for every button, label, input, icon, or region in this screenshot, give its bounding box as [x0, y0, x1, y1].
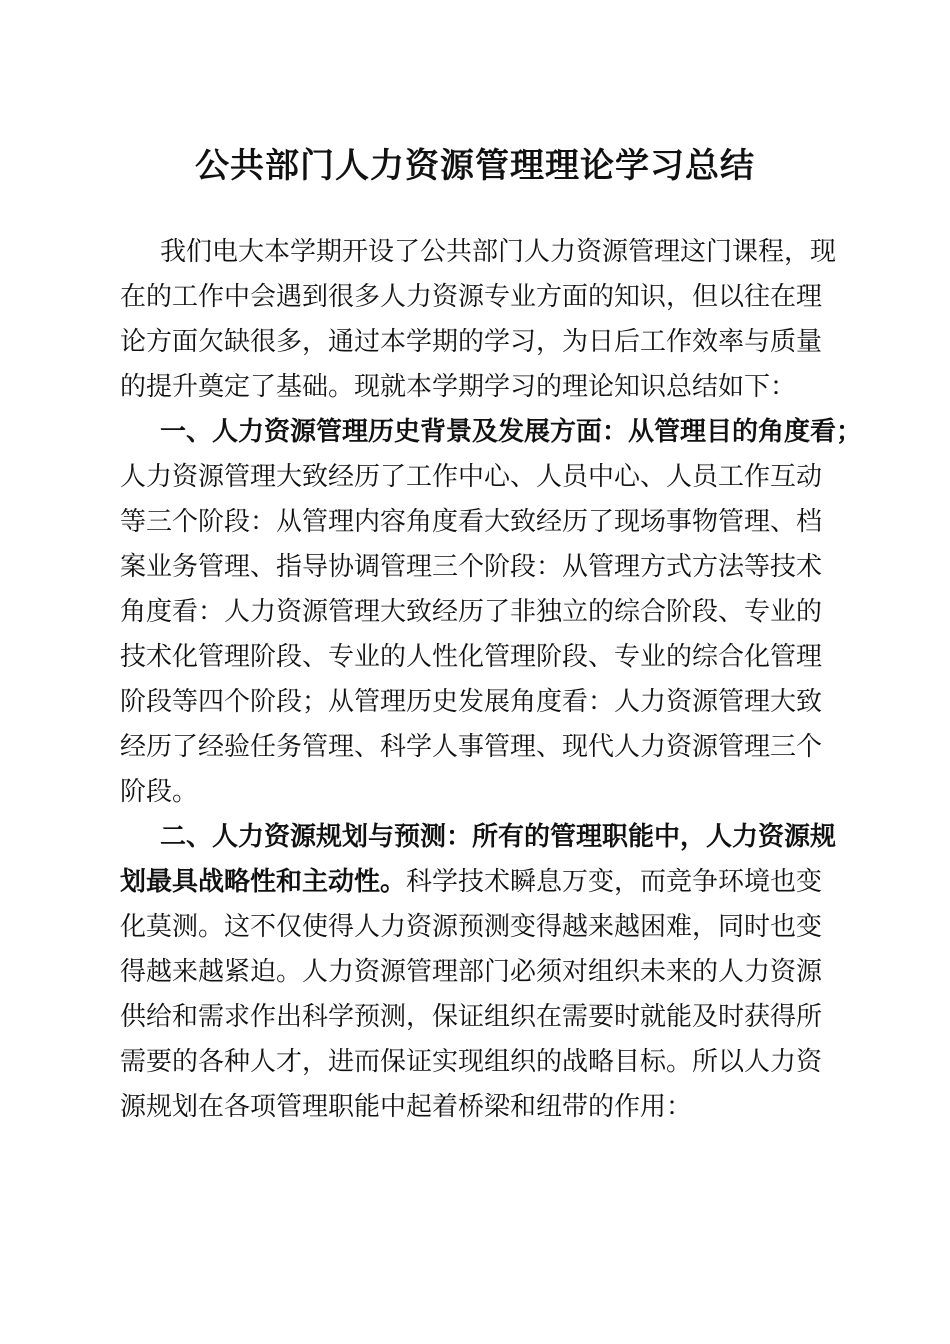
text-line: 角度看：人力资源管理大致经历了非独立的综合阶段、专业的	[120, 597, 823, 627]
text-line: 论方面欠缺很多，通过本学期的学习，为日后工作效率与质量	[120, 327, 823, 357]
document-body	[120, 230, 863, 1130]
text-line: 化莫测。这不仅使得人力资源预测变得越来越困难，同时也变	[120, 912, 823, 942]
section-heading-2-cont: 划最具战略性和主动性。	[120, 867, 407, 897]
text-line: 在的工作中会遇到很多人力资源专业方面的知识，但以往在理	[120, 282, 823, 312]
text-line: 我们电大本学期开设了公共部门人力资源管理这门课程，现	[160, 237, 837, 267]
text-line: 案业务管理、指导协调管理三个阶段：从管理方式方法等技术	[120, 552, 823, 582]
section-heading-2: 二、人力资源规划与预测：所有的管理职能中，人力资源规	[160, 822, 837, 852]
text-line: 阶段。	[120, 777, 199, 807]
document-title: 公共部门人力资源管理理论学习总结	[195, 146, 755, 186]
text-line: 人力资源管理大致经历了工作中心、人员中心、人员工作互动	[120, 462, 823, 492]
section-heading-1: 一、人力资源管理历史背景及发展方面：从管理目的角度看；	[160, 417, 863, 447]
text-line-mixed	[120, 860, 822, 905]
text-line: 经历了经验任务管理、科学人事管理、现代人力资源管理三个	[120, 732, 823, 762]
text-segment: 科学技术瞬息万变，而竞争环境也变	[406, 867, 823, 897]
text-line: 阶段等四个阶段；从管理历史发展角度看：人力资源管理大致	[120, 687, 823, 717]
text-line: 的提升奠定了基础。现就本学期学习的理论知识总结如下：	[120, 372, 797, 402]
text-line: 源规划在各项管理职能中起着桥梁和纽带的作用：	[120, 1092, 693, 1122]
text-line: 得越来越紧迫。人力资源管理部门必须对组织未来的人力资源	[120, 957, 823, 987]
text-line: 供给和需求作出科学预测，保证组织在需要时就能及时获得所	[120, 1002, 823, 1032]
text-line: 需要的各种人才，进而保证实现组织的战略目标。所以人力资	[120, 1047, 823, 1077]
text-line: 技术化管理阶段、专业的人性化管理阶段、专业的综合化管理	[120, 642, 823, 672]
text-line: 等三个阶段：从管理内容角度看大致经历了现场事物管理、档	[120, 507, 823, 537]
